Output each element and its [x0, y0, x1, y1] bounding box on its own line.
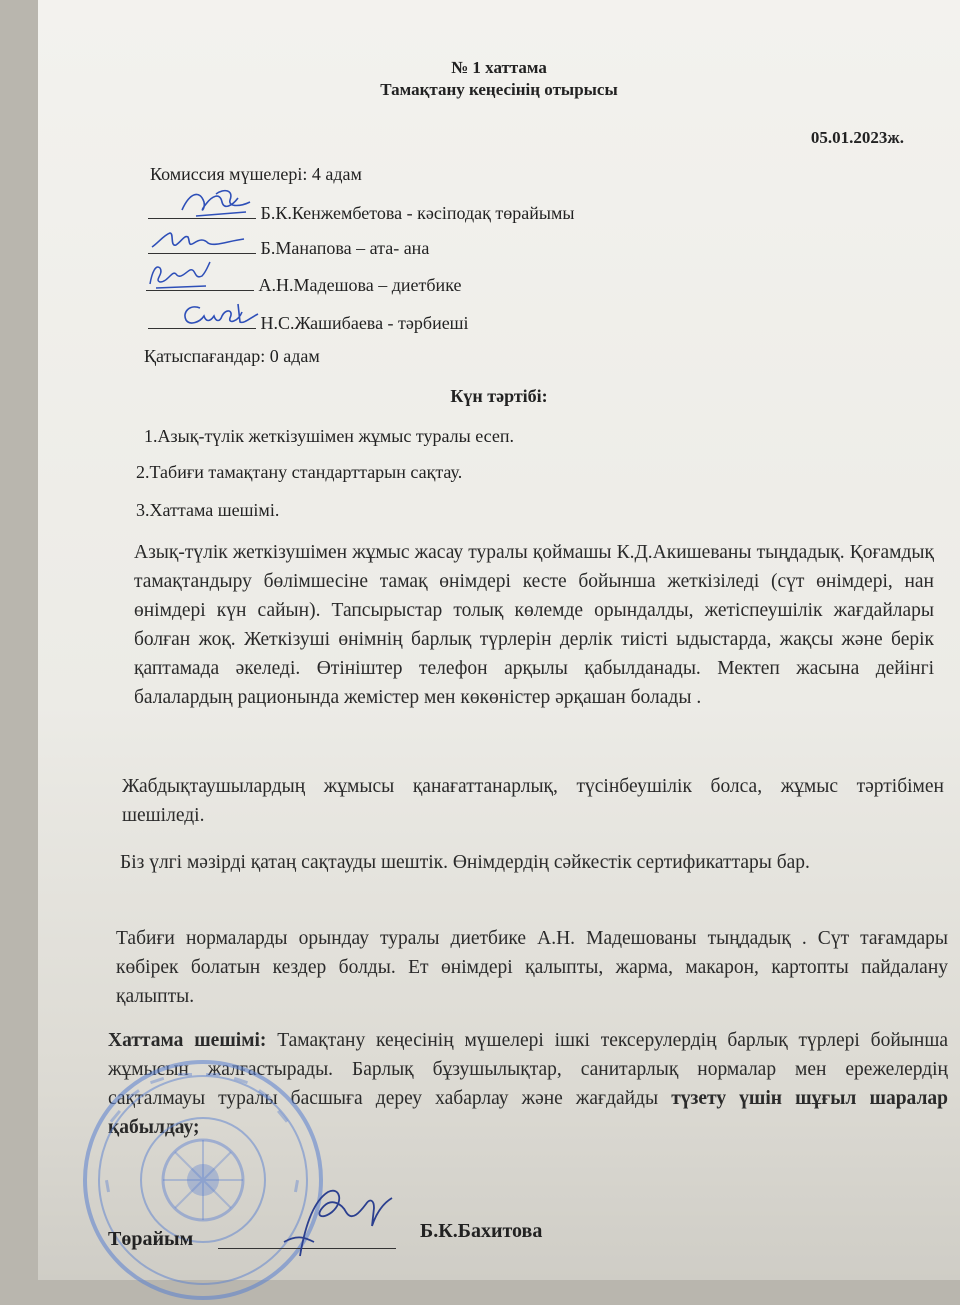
protocol-date: 05.01.2023ж.	[810, 128, 904, 147]
paragraph-supplier-report: Азық-түлік жеткізушімен жұмыс жасау туралы қоймашы К.Д.Акишеваны тыңдадық. Қоғамдық тамақтандыру бөлімшесіне тамақ өнімдері кесте бойынша жеткізіледі (сүт өнімдері, нан өнімдері күн сайын). Тапсырыстар толық көлемде орындалды, жетіспеушілік жағдайлары болған жоқ. Жеткізуші өнімнің барлық түрлерін дерлік тиісті ыдыстарда, жақсы және берік қаптамада әкеледі. Өтініштер телефон арқылы қабылданады. Мектеп жасына дейінгі балалардың рационында жемістер мен көкөністер әрқашан болады .	[134, 542, 934, 708]
paragraph-menu: Біз үлгі мәзірді қатаң сақтауды шештік. Өнімдердің сәйкестік сертификаттары бар.	[120, 852, 810, 873]
member-row	[148, 310, 469, 334]
handwritten-signature	[176, 188, 256, 222]
handwritten-signature	[148, 225, 248, 255]
paragraph-nutrition-norms: Табиғи нормаларды орындау туралы диетбике А.Н. Мадешованы тыңдадық . Сүт тағамдары көбірек болатын кездер болды. Ет өнімдері қалыпты, жарма, макарон, картопты пайдалану қалыпты.	[116, 928, 948, 1007]
member-row	[148, 200, 574, 224]
member-row	[146, 272, 461, 296]
member-name: А.Н.Мадешова – диетбике	[258, 275, 462, 295]
document-page	[38, 0, 960, 1280]
agenda-item: 1.Азық-түлік жеткізушімен жұмыс туралы есеп.	[144, 426, 514, 446]
member-name: Н.С.Жашибаева - тәрбиеші	[260, 313, 469, 333]
chairman-handwritten-signature	[270, 1182, 410, 1262]
protocol-title: Тамақтану кеңесінің отырысы	[380, 80, 618, 99]
decision-bold-tail: түзету үшін шұғыл шаралар қабылдау;	[108, 1088, 948, 1138]
agenda-heading: Күн тәртібі:	[450, 386, 548, 406]
absent-label: Қатыспағандар: 0 адам	[144, 346, 320, 366]
chairman-role: Төрайым	[108, 1228, 194, 1250]
handwritten-signature	[178, 300, 268, 330]
signature-line	[148, 310, 256, 329]
chairman-name: Б.К.Бахитова	[420, 1220, 543, 1242]
agenda-item: 3.Хаттама шешімі.	[136, 500, 280, 520]
agenda-item: 2.Табиғи тамақтану стандарттарын сақтау.	[136, 462, 463, 482]
protocol-number: № 1 хаттама	[451, 58, 547, 77]
member-row	[148, 235, 429, 259]
signature-line	[148, 200, 256, 219]
official-stamp	[78, 1055, 328, 1305]
decision-text: Тамақтану кеңесінің мүшелері ішкі тексерулердің барлық түрлері бойынша жұмысын жалғастырады. Барлық бұзушылықтар, санитарлық нормалар мен ережелердің сақталмауы туралы басшыға дереу хабарлау және жағдайды	[108, 1030, 948, 1109]
paragraph-suppliers-work: Жабдықтаушылардың жұмысы қанағаттанарлық, түсінбеушілік болса, жұмыс тәртібімен шешіледі.	[122, 776, 944, 826]
member-name: Б.К.Кенжембетова - кәсіподақ төрайымы	[260, 203, 575, 223]
decision-label: Хаттама шешімі:	[108, 1030, 267, 1051]
member-name: Б.Манапова – ата- ана	[260, 238, 430, 258]
signature-line	[148, 235, 256, 254]
commission-members-label: Комиссия мүшелері: 4 адам	[150, 164, 362, 184]
signature-line	[146, 272, 254, 291]
handwritten-signature	[146, 258, 216, 292]
